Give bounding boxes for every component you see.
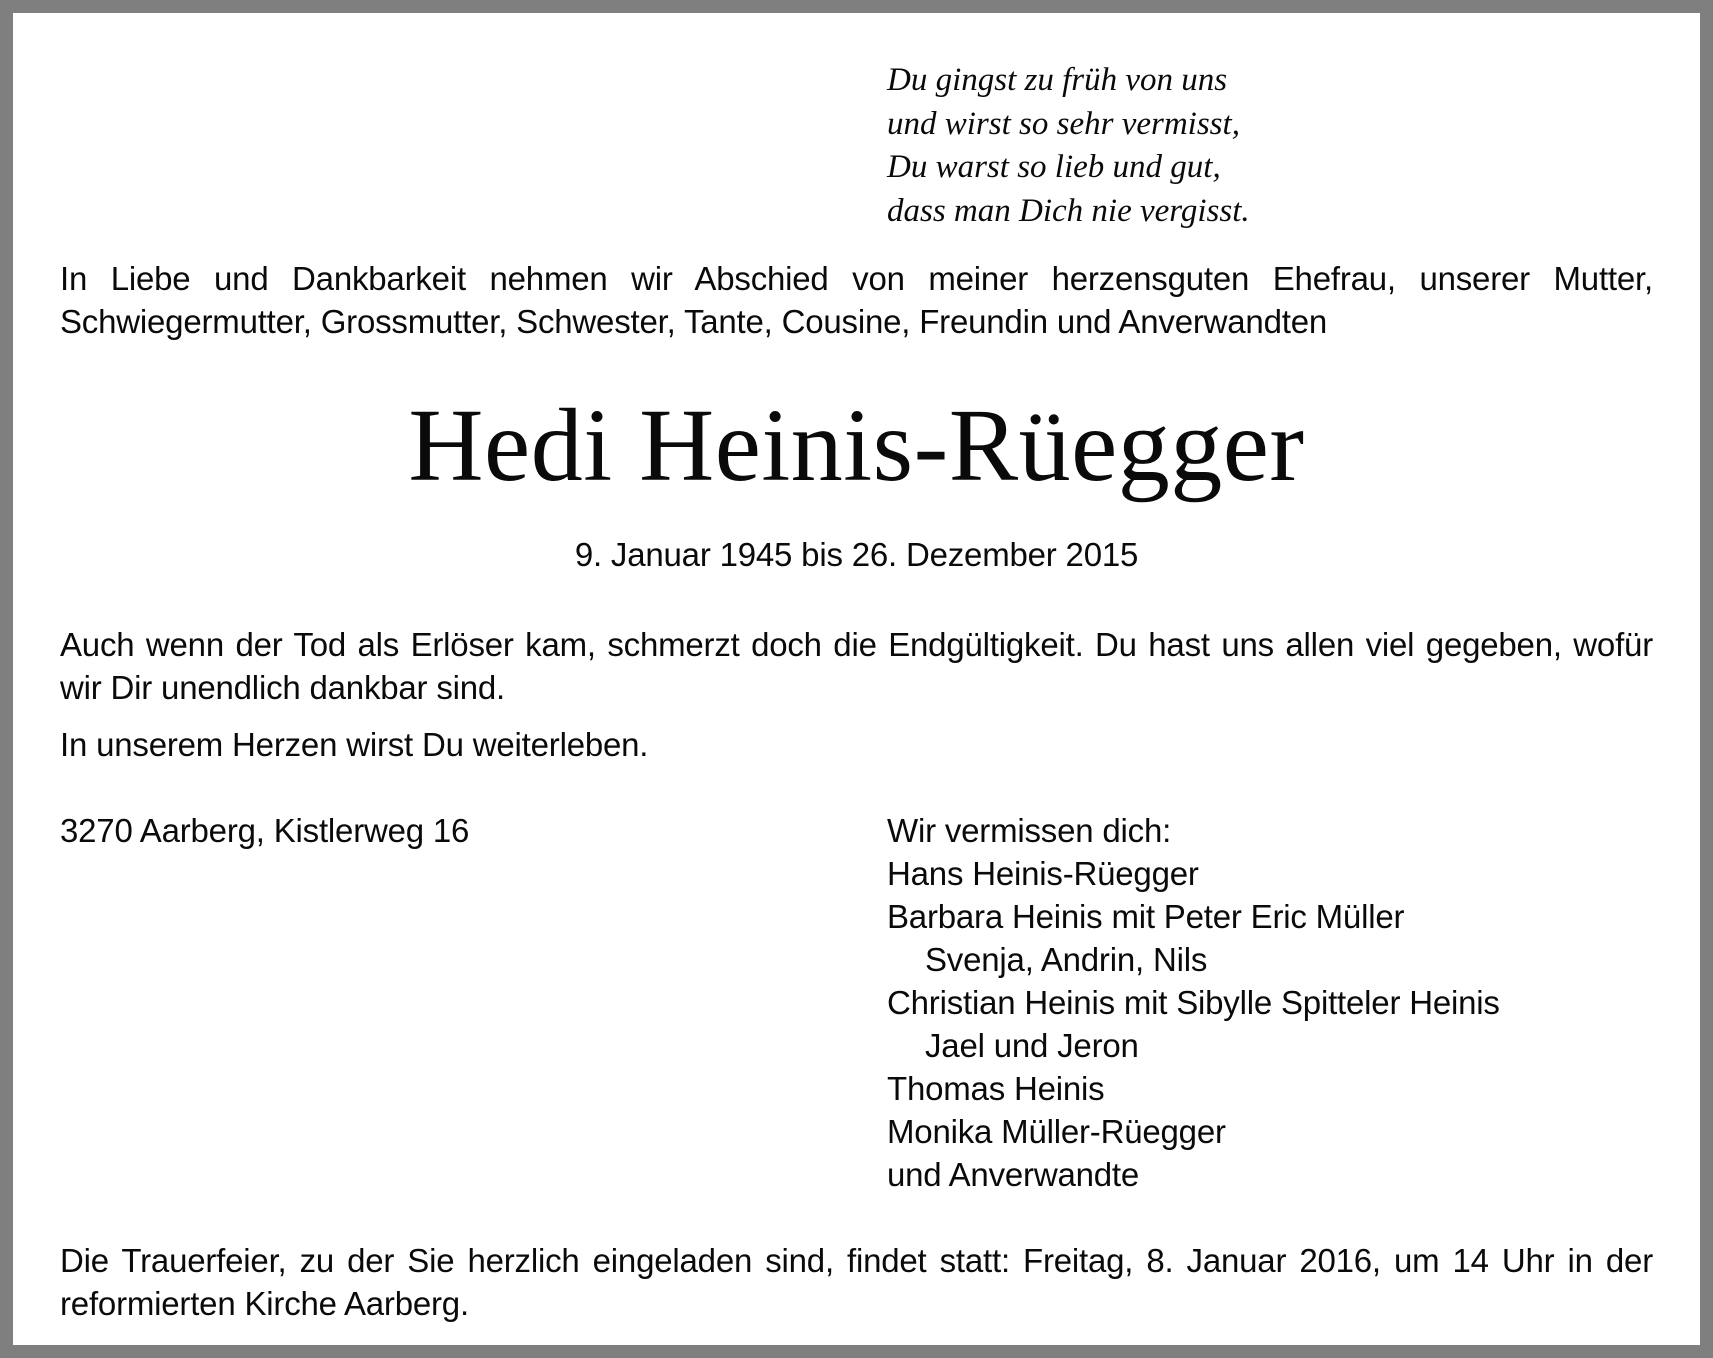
- family-member: Svenja, Andrin, Nils: [925, 941, 1208, 978]
- farewell-message-2: In unserem Herzen wirst Du weiterleben.: [60, 726, 649, 763]
- poem: [887, 59, 1250, 233]
- deceased-name: Hedi Heinis-Rüegger: [408, 388, 1305, 503]
- farewell-message: Auch wenn der Tod als Erlöser kam, schmerzt doch die Endgültigkeit. Du hast uns allen viel gegeben, wofür wir Dir unendlich dankbar sind.: [60, 626, 1653, 706]
- family-list: [887, 809, 1500, 1196]
- life-dates: 9. Januar 1945 bis 26. Dezember 2015: [574, 536, 1139, 573]
- poem-line: dass man Dich nie vergisst.: [887, 192, 1250, 229]
- family-member: Barbara Heinis mit Peter Eric Müller: [887, 898, 1405, 935]
- intro-text: In Liebe und Dankbarkeit nehmen wir Abschied von meiner herzensguten Ehefrau, unserer Mutter, Schwiegermutter, Grossmutter, Schwester, Tante, Cousine, Freundin und Anverwandten: [60, 260, 1653, 340]
- family-member: Jael und Jeron: [925, 1027, 1139, 1064]
- address: 3270 Aarberg, Kistlerweg 16: [60, 812, 470, 849]
- obituary-page: [13, 13, 1700, 1345]
- poem-line: und wirst so sehr vermisst,: [887, 105, 1240, 142]
- family-member: und Anverwandte: [887, 1156, 1140, 1193]
- family-member: Thomas Heinis: [887, 1070, 1105, 1107]
- family-member: Hans Heinis-Rüegger: [887, 855, 1199, 892]
- poem-line: Du warst so lieb und gut,: [887, 149, 1221, 185]
- ceremony-info: Die Trauerfeier, zu der Sie herzlich eingeladen sind, findet statt: Freitag, 8. Januar 2016, um 14 Uhr in der reformierten Kirche Aarberg.: [60, 1242, 1653, 1322]
- family-member: Monika Müller-Rüegger: [887, 1113, 1226, 1150]
- poem-line: Du gingst zu früh von uns: [887, 62, 1228, 98]
- family-heading: Wir vermissen dich:: [887, 812, 1172, 849]
- family-member: Christian Heinis mit Sibylle Spitteler Heinis: [887, 984, 1500, 1021]
